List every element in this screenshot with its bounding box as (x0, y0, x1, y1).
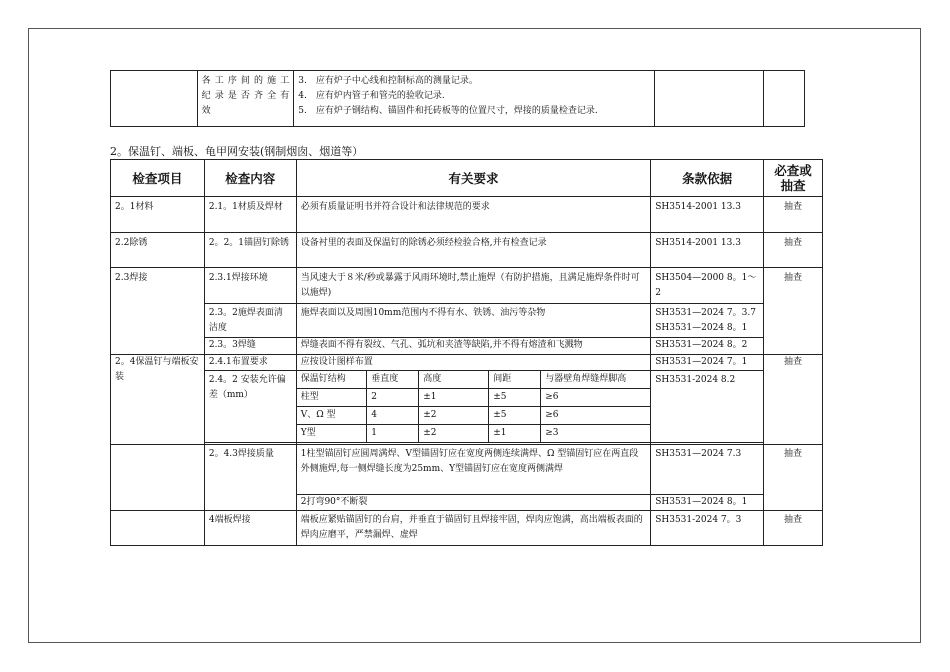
check-cell: 抽查 (764, 355, 823, 445)
basis-cell (651, 304, 764, 338)
tolerance-table (297, 371, 650, 442)
top-item-cell (111, 71, 198, 127)
requirement-cell: 必须有质量证明书并符合设计和法律规范的要求 (296, 197, 650, 233)
tolerance-value: 1 (367, 425, 419, 443)
check-cell: 抽查 (764, 197, 823, 233)
item-cell: 2。4保温钉与端板安装 (111, 355, 205, 445)
check-cell: 抽查 (764, 511, 823, 546)
requirement-line: 3. 应有炉子中心线和控制标高的测量记录。 (298, 76, 478, 86)
tolerance-value: ≥6 (541, 407, 650, 425)
content-cell: 2.3.1焊接环境 (204, 268, 296, 304)
tolerance-row (297, 425, 650, 443)
header-check-line: 抽查 (780, 178, 806, 193)
item-cell: 2.2除锈 (111, 233, 205, 268)
requirement-line: 4. 应有炉内管子和管壳的验收记录. (298, 91, 445, 101)
requirement-cell: 焊缝表面不得有裂纹、气孔、弧坑和夹渣等缺陷,并不得有熔渣和飞溅物 (296, 338, 650, 355)
header-check (764, 160, 823, 197)
table-row (111, 304, 823, 338)
tolerance-value: 柱型 (297, 389, 367, 407)
tolerance-value: ±2 (419, 407, 489, 425)
item-cell: 2.3焊接 (111, 268, 205, 355)
basis-cell: SH3531—2024 8。2 (651, 338, 764, 355)
content-cell: 2.3。3焊缝 (204, 338, 296, 355)
basis-line: SH3531—2024 7。3.7 (655, 308, 756, 318)
check-cell: 抽查 (764, 445, 823, 511)
content-cell: 2.4.1布置要求 (204, 355, 296, 371)
inspection-table (110, 159, 823, 546)
basis-cell: SH3531—2024 7。1 (651, 355, 764, 371)
requirement-cell: 2打弯90°不断裂 (296, 495, 650, 511)
table-row (111, 233, 823, 268)
table-row (111, 445, 823, 495)
basis-cell: SH3531-2024 7。3 (651, 511, 764, 546)
table-row (111, 355, 823, 371)
header-row (111, 160, 823, 197)
table-row (111, 338, 823, 355)
header-requirement: 有关要求 (296, 160, 650, 197)
basis-line: SH3531—2024 8。1 (655, 323, 748, 333)
basis-cell: SH3531-2024 8.2 (651, 371, 764, 443)
basis-cell: SH3531—2024 8。1 (651, 495, 764, 511)
tolerance-value: ±1 (489, 425, 541, 443)
tolerance-value: ≥6 (541, 389, 650, 407)
header-item: 检查项目 (111, 160, 205, 197)
header-content: 检查内容 (204, 160, 296, 197)
check-cell: 抽查 (764, 233, 823, 268)
tolerance-value: V、Ω 型 (297, 407, 367, 425)
tolerance-value: 2 (367, 389, 419, 407)
tolerance-value: ≥3 (541, 425, 650, 443)
tolerance-header-row (297, 371, 650, 389)
top-basis-cell (655, 71, 763, 127)
tolerance-row (297, 389, 650, 407)
content-cell: 2.3。2施焊表面清洁度 (204, 304, 296, 338)
tolerance-value: 4 (367, 407, 419, 425)
tolerance-value: ±2 (419, 425, 489, 443)
basis-cell: SH3514-2001 13.3 (651, 233, 764, 268)
item-cell: 2。1材料 (111, 197, 205, 233)
content-cell: 2。4.3焊接质量 (204, 445, 296, 511)
top-content-cell (197, 71, 294, 127)
requirement-cell: 当风速大于８米/秒或暴露于风雨环境时,禁止施焊（有防护措施，且满足施焊条件时可以施焊) (296, 268, 650, 304)
section-title: 2。保温钉、端板、龟甲网安装(钢制烟囱、烟道等） (110, 145, 364, 158)
basis-cell: SH3514-2001 13.3 (651, 197, 764, 233)
tolerance-value: Y型 (297, 425, 367, 443)
basis-cell: SH3531—2024 7.3 (651, 445, 764, 495)
tolerance-header: 高度 (419, 371, 489, 389)
top-content-line: 效 (201, 106, 211, 116)
tolerance-header: 保温钉结构 (297, 371, 367, 389)
top-check-cell (763, 71, 804, 127)
content-cell: 2.1。1材质及焊材 (204, 197, 296, 233)
tolerance-value: ±5 (489, 407, 541, 425)
tolerance-header: 间距 (489, 371, 541, 389)
tolerance-cell (296, 371, 650, 443)
requirement-cell: 1柱型锚固钉应圆周满焊、V型锚固钉应在宽度两侧连续满焊、Ω 型锚固钉应在两直段外侧施焊,每一侧焊缝长度为25mm、Y型锚固钉应在宽度两侧满焊 (296, 445, 650, 495)
table-row (111, 268, 823, 304)
top-content-line: 纪录是否齐全有 (201, 91, 290, 101)
table-row (111, 371, 823, 443)
tolerance-value: ±5 (489, 389, 541, 407)
tolerance-value: ±1 (419, 389, 489, 407)
content-cell: 2.4。2 安装允许偏差（mm） (204, 371, 296, 443)
top-content-line: 各工序间的施工 (201, 76, 290, 86)
requirement-cell: 施焊表面以及周围10mm范围内不得有水、铁锈、油污等杂物 (296, 304, 650, 338)
tolerance-row (297, 407, 650, 425)
header-basis: 条款依据 (651, 160, 764, 197)
tolerance-header: 与器壁角焊缝焊脚高 (541, 371, 650, 389)
top-requirement-cell (294, 71, 655, 127)
table-row (111, 197, 823, 233)
requirement-cell: 端板应紧贴锚固钉的台肩，并垂直于锚固钉且焊接牢固，焊肉应饱满，高出端板表面的焊肉应磨平，严禁漏焊、虚焊 (296, 511, 650, 546)
requirement-line: 5. 应有炉子钢结构、锚固件和托砖板等的位置尺寸，焊接的质量检查记录. (298, 106, 598, 116)
content-cell: 4端板焊接 (204, 511, 296, 546)
item-cell (111, 511, 205, 546)
item-cell (111, 445, 205, 511)
top-table (110, 70, 805, 127)
requirement-cell: 设备衬里的表面及保温钉的除锈必须经检验合格,并有检查记录 (296, 233, 650, 268)
check-cell: 抽查 (764, 268, 823, 355)
table-row (111, 511, 823, 546)
header-check-line: 必查或 (774, 163, 812, 178)
basis-cell: SH3504—2000 8。1～2 (651, 268, 764, 304)
content-cell: 2。2。1锚固钉除锈 (204, 233, 296, 268)
requirement-cell: 应按设计图样布置 (296, 355, 650, 371)
tolerance-header: 垂直度 (367, 371, 419, 389)
